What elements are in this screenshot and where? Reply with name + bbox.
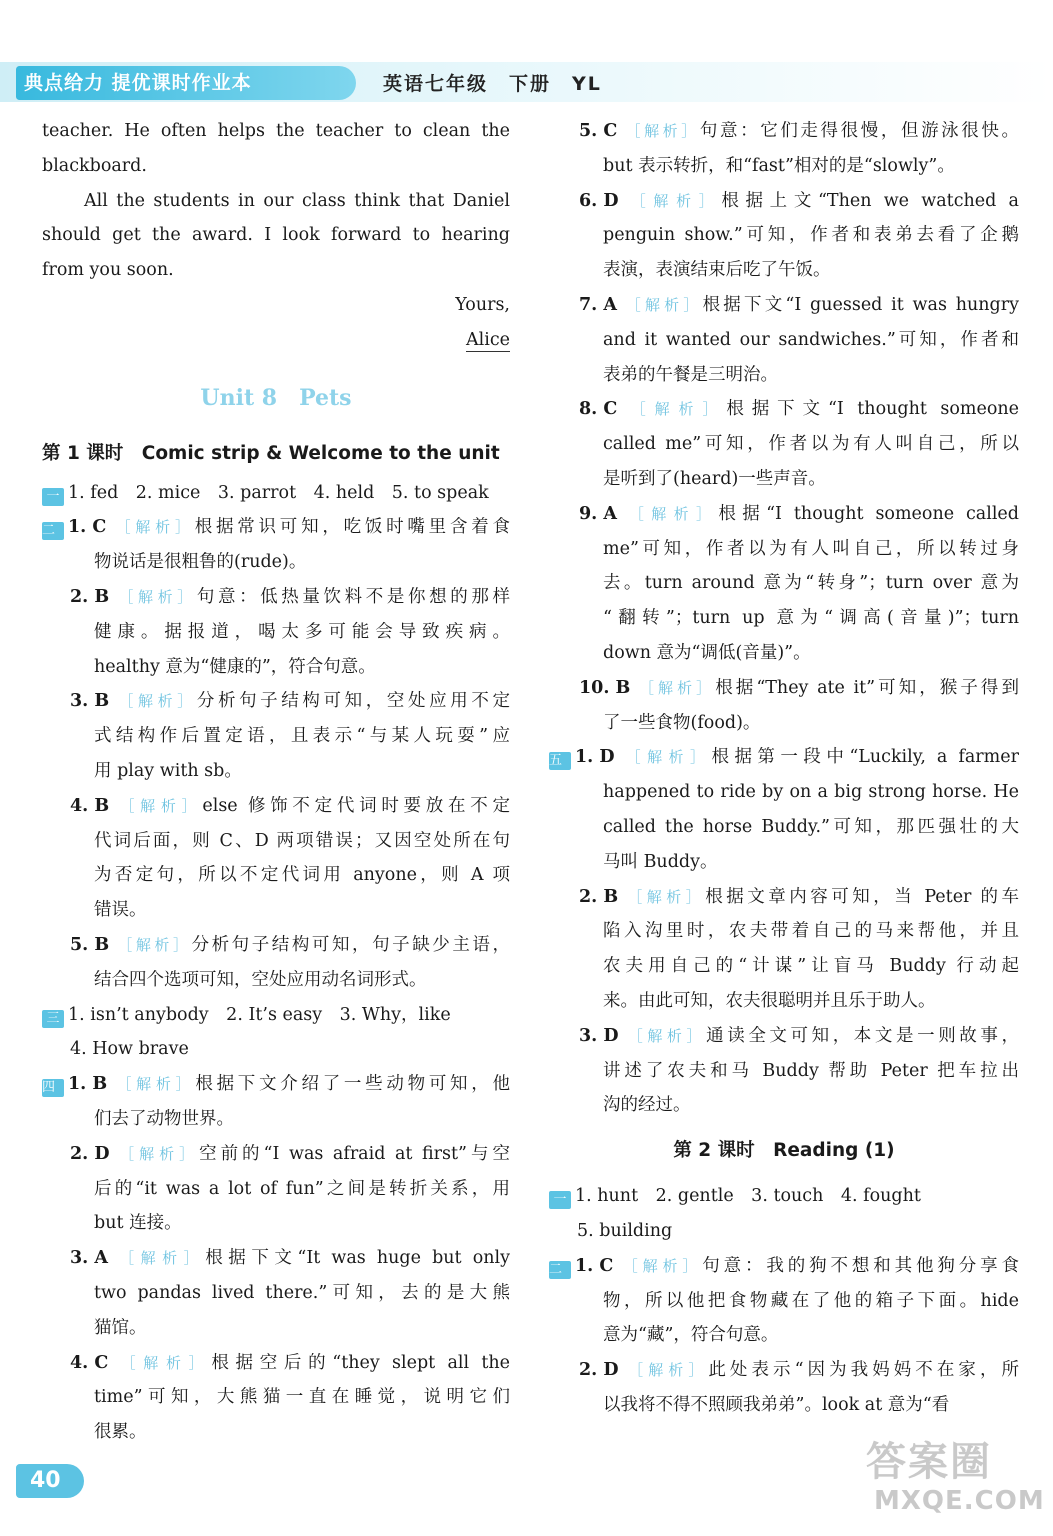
analysis-tag: ［解析］: [120, 1353, 212, 1372]
answer-line: 讲述了农夫和马 Buddy 帮助 Peter 把车拉出: [603, 1060, 1019, 1081]
analysis-text: 根据第一段中“Luckily, a farmer: [711, 747, 1019, 768]
letter-signature: Alice: [466, 329, 510, 350]
answer-item: [549, 1019, 1019, 1054]
answer-item: [42, 928, 510, 963]
answer-item: [42, 1067, 510, 1102]
answer-line: 用 play with sb。: [94, 760, 242, 781]
answer-line: 来。由此可知，农夫很聪明并且乐于助人。: [603, 990, 936, 1011]
answer-line: 物，所以他把食物藏在了他的箱子下面。hide: [603, 1290, 1019, 1311]
answer-line: 很累。: [94, 1422, 147, 1443]
answer-line: but 表示转折，和“fast”相对的是“slowly”。: [603, 155, 955, 176]
letter-signature-row: [42, 323, 510, 358]
analysis-tag: ［解析］: [628, 504, 719, 523]
answer-number: 4. B: [70, 795, 110, 816]
watermark-text: 答案圈: [866, 1439, 992, 1485]
answer-line: 陷入沟里时，农夫带着自己的马来帮他，并且: [603, 921, 1019, 942]
analysis-text: 根据下文“It was huge but only: [205, 1248, 510, 1269]
analysis-tag: ［解析］: [625, 748, 712, 767]
answer-group: [549, 114, 1019, 740]
answer-item: [549, 392, 1019, 427]
answer-number: 2. D: [579, 1360, 619, 1381]
answer-line: and it wanted our sandwiches.”可知，作者和: [603, 329, 1019, 350]
section-four: [42, 1067, 510, 1450]
answer-line: 物说话是很粗鲁的(rude)。: [94, 552, 307, 573]
analysis-text: 句意：低热量饮料不是你想的那样: [196, 586, 510, 607]
answer-line: healthy 意为“健康的”，符合句意。: [94, 656, 376, 677]
answer-line: called the horse Buddy.”可知，那匹强壮的大: [603, 816, 1019, 837]
analysis-text: 此处表示“因为我妈妈不在家，所: [708, 1360, 1019, 1381]
answer-item: [549, 1249, 1019, 1284]
letter-line: from you soon.: [42, 260, 174, 281]
answer-line: 意为“藏”，符合句意。: [603, 1325, 779, 1346]
answer-item: [42, 510, 510, 545]
answer-line: “翻转”；turn up 意为“调高(音量)”；turn: [603, 608, 1019, 629]
letter-line: should get the award. I look forward to hearing: [42, 225, 510, 246]
analysis-tag: ［解析］: [638, 678, 716, 697]
answer-item: [549, 1353, 1019, 1388]
analysis-text: 句意：它们走得很慢，但游泳很快。: [699, 121, 1019, 141]
analysis-tag: ［解析］: [628, 1361, 709, 1380]
section-badge: 五: [549, 752, 571, 770]
answer-item: [549, 671, 1019, 706]
answer-line: 去。turn around 意为“转身”；turn over 意为: [603, 573, 1019, 594]
answer-item: [549, 880, 1019, 915]
answer-item: [549, 114, 1019, 149]
analysis-tag: ［解析］: [625, 122, 700, 140]
answer-line: time”可知，大熊猫一直在睡觉，说明它们: [94, 1387, 510, 1408]
answer-line: down 意为“调低(音量)”。: [603, 642, 811, 663]
answer-line: 错误。: [94, 900, 147, 921]
answer-number: 6. D: [579, 190, 619, 211]
analysis-tag: ［解析］: [119, 1249, 206, 1268]
answer-number: 2. B: [70, 586, 110, 607]
watermark-logo: [866, 1430, 1045, 1526]
analysis-tag: ［解析］: [117, 935, 192, 954]
analysis-text: 根据上文“Then we watched a: [721, 190, 1019, 211]
answer-line: 表演，表演结束后吃了午饭。: [603, 260, 831, 281]
analysis-text: 分析句子结构可知，句子缺少主语，: [191, 934, 510, 955]
letter-line: teacher. He often helps the teacher to clean the: [42, 121, 510, 141]
section-five: [549, 740, 1019, 1123]
analysis-text: 通读全文可知，本文是一则故事，: [706, 1025, 1019, 1046]
section-badge: 二: [549, 1261, 571, 1279]
answer-line: 为否定句，所以不定代词用 anyone，则 A 项: [94, 865, 510, 886]
section-badge: 一: [549, 1191, 571, 1209]
left-column: [42, 114, 510, 1450]
answer-line: 表弟的午餐是三明治。: [603, 364, 778, 385]
letter-line: All the students in our class think that Daniel: [84, 190, 510, 211]
answer-line: 猫馆。: [94, 1317, 147, 1338]
section-badge: 三: [42, 1010, 64, 1028]
answer-line: 4. How brave: [70, 1039, 189, 1060]
lesson-title: 第 1 课时 Comic strip & Welcome to the unit: [42, 442, 500, 464]
answer-line: 健康。据报道，喝太多可能会导致疾病。: [94, 621, 510, 642]
section-one: [42, 476, 510, 511]
answer-number: 3. A: [70, 1248, 108, 1269]
answer-item: [549, 288, 1019, 323]
answer-line: 式结构作后置定语，且表示“与某人玩耍”应: [94, 726, 510, 747]
section-badge: 一: [42, 488, 64, 506]
analysis-tag: ［解析］: [119, 796, 203, 815]
answer-line: penguin show.”可知，作者和表弟去看了企鹅: [603, 225, 1019, 246]
section-badge: 四: [42, 1079, 64, 1097]
lesson-title: 第 2 课时 Reading (1): [673, 1140, 895, 1162]
series-brand: 典点给力 提优课时作业本: [16, 66, 356, 100]
answer-line: 后的“it was a lot of fun”之间是转折关系，用: [94, 1178, 510, 1199]
analysis-text: 根据空后的“they slept all the: [211, 1352, 510, 1373]
answer-number: 10. B: [579, 677, 631, 698]
analysis-text: 根据文章内容可知，当 Peter 的车: [705, 886, 1019, 907]
answer-line: 农夫用自己的“计谋”让盲马 Buddy 行动起: [603, 956, 1019, 977]
answer-item: [42, 684, 510, 719]
analysis-text: 分析句子结构可知，空处应用不定: [196, 691, 510, 712]
analysis-tag: ［解析］: [118, 587, 197, 606]
answer-line: 们去了动物世界。: [94, 1108, 234, 1129]
answer-item: [549, 497, 1019, 532]
answer-number: 7. A: [579, 294, 617, 315]
analysis-tag: ［解析］: [116, 1075, 196, 1094]
answer-line: 1. hunt 2. gentle 3. touch 4. fought: [575, 1186, 921, 1207]
answer-number: 2. B: [579, 886, 619, 907]
section-three: [42, 998, 510, 1033]
answer-line: 沟的经过。: [603, 1095, 691, 1116]
answer-line: 是听到了(heard)一些声音。: [603, 468, 826, 489]
analysis-text: 根据下文“I guessed it was hungry: [702, 294, 1019, 315]
answer-number: 3. D: [579, 1025, 619, 1046]
answer-number: 1. C: [575, 1255, 614, 1276]
analysis-text: 根据下文介绍了一些动物可知，他: [195, 1074, 510, 1095]
answer-line: 结合四个选项可知，空处应用动名词形式。: [94, 969, 427, 990]
answer-number: 5. C: [579, 121, 618, 141]
answer-line: but 连接。: [94, 1213, 182, 1234]
answer-number: 1. B: [68, 1074, 108, 1095]
answer-line: 1. fed 2. mice 3. parrot 4. held 5. to speak: [68, 482, 489, 503]
answer-line: 5. building: [577, 1220, 673, 1241]
answer-number: 2. D: [70, 1143, 110, 1164]
analysis-text: 根据“I thought someone called: [718, 503, 1019, 524]
answer-line: 了一些食物(food)。: [603, 712, 761, 733]
answer-line: called me”可知，作者以为有人叫自己，所以: [603, 434, 1019, 455]
answer-item: [42, 789, 510, 824]
analysis-tag: ［解析］: [115, 518, 195, 537]
analysis-tag: ［解析］: [625, 295, 703, 314]
analysis-tag: ［解析］: [622, 1256, 703, 1275]
answer-number: 1. D: [575, 747, 615, 768]
book-title: 英语七年级 下册 YL: [383, 73, 602, 95]
analysis-text: 根据下文“I thought someone: [726, 399, 1019, 420]
answer-item: [42, 1241, 510, 1276]
analysis-tag: ［解析］: [118, 692, 197, 711]
answer-number: 5. B: [70, 934, 110, 955]
section-one: [549, 1179, 1019, 1214]
analysis-text: 根据“They ate it”可知，猴子得到: [715, 677, 1019, 698]
page-number: 40: [16, 1464, 84, 1498]
letter-line: blackboard.: [42, 155, 147, 176]
answer-line: two pandas lived there.”可知，去的是大熊: [94, 1282, 510, 1303]
answer-line: 1. isn’t anybody 2. It’s easy 3. Why，like: [68, 1004, 451, 1025]
answer-line: happened to ride by on a big strong horse. He: [603, 782, 1019, 803]
letter-closing: Yours,: [455, 294, 510, 315]
analysis-tag: ［解析］: [630, 191, 722, 210]
analysis-tag: ［解析］: [627, 1026, 707, 1045]
answer-item: [549, 740, 1019, 775]
answer-item: [42, 580, 510, 615]
analysis-tag: ［解析］: [119, 1144, 200, 1163]
answer-item: [42, 1137, 510, 1172]
answer-line: 以我将不得不照顾我弟弟”。look at 意为“看: [603, 1394, 950, 1415]
watermark-url: MXQE.COM: [874, 1486, 1045, 1516]
analysis-text: 根据常识可知，吃饭时嘴里含着食: [194, 517, 510, 538]
analysis-tag: ［解析］: [630, 400, 727, 419]
analysis-tag: ［解析］: [627, 887, 706, 906]
unit-title: Unit 8 Pets: [200, 384, 352, 411]
analysis-text: else 修饰不定代词时要放在不定: [202, 795, 510, 816]
answer-item: [42, 1346, 510, 1381]
answer-number: 3. B: [70, 691, 110, 712]
answer-line: 马叫 Buddy。: [603, 851, 718, 872]
analysis-text: 空前的“I was afraid at first”与空: [199, 1143, 510, 1164]
answer-number: 4. C: [70, 1352, 109, 1373]
answer-number: 8. C: [579, 399, 618, 420]
right-column: [549, 114, 1019, 1423]
answer-number: 9. A: [579, 503, 617, 524]
section-badge: 二: [42, 522, 64, 540]
answer-item: [549, 184, 1019, 219]
answer-line: 代词后面，则 C、D 两项错误；又因空处所在句: [94, 830, 510, 851]
analysis-text: 句意：我的狗不想和其他狗分享食: [702, 1255, 1019, 1276]
section-two: [549, 1249, 1019, 1423]
answer-number: 1. C: [68, 517, 107, 538]
section-two: [42, 510, 510, 997]
answer-line: me”可知，作者以为有人叫自己，所以转过身: [603, 538, 1019, 559]
